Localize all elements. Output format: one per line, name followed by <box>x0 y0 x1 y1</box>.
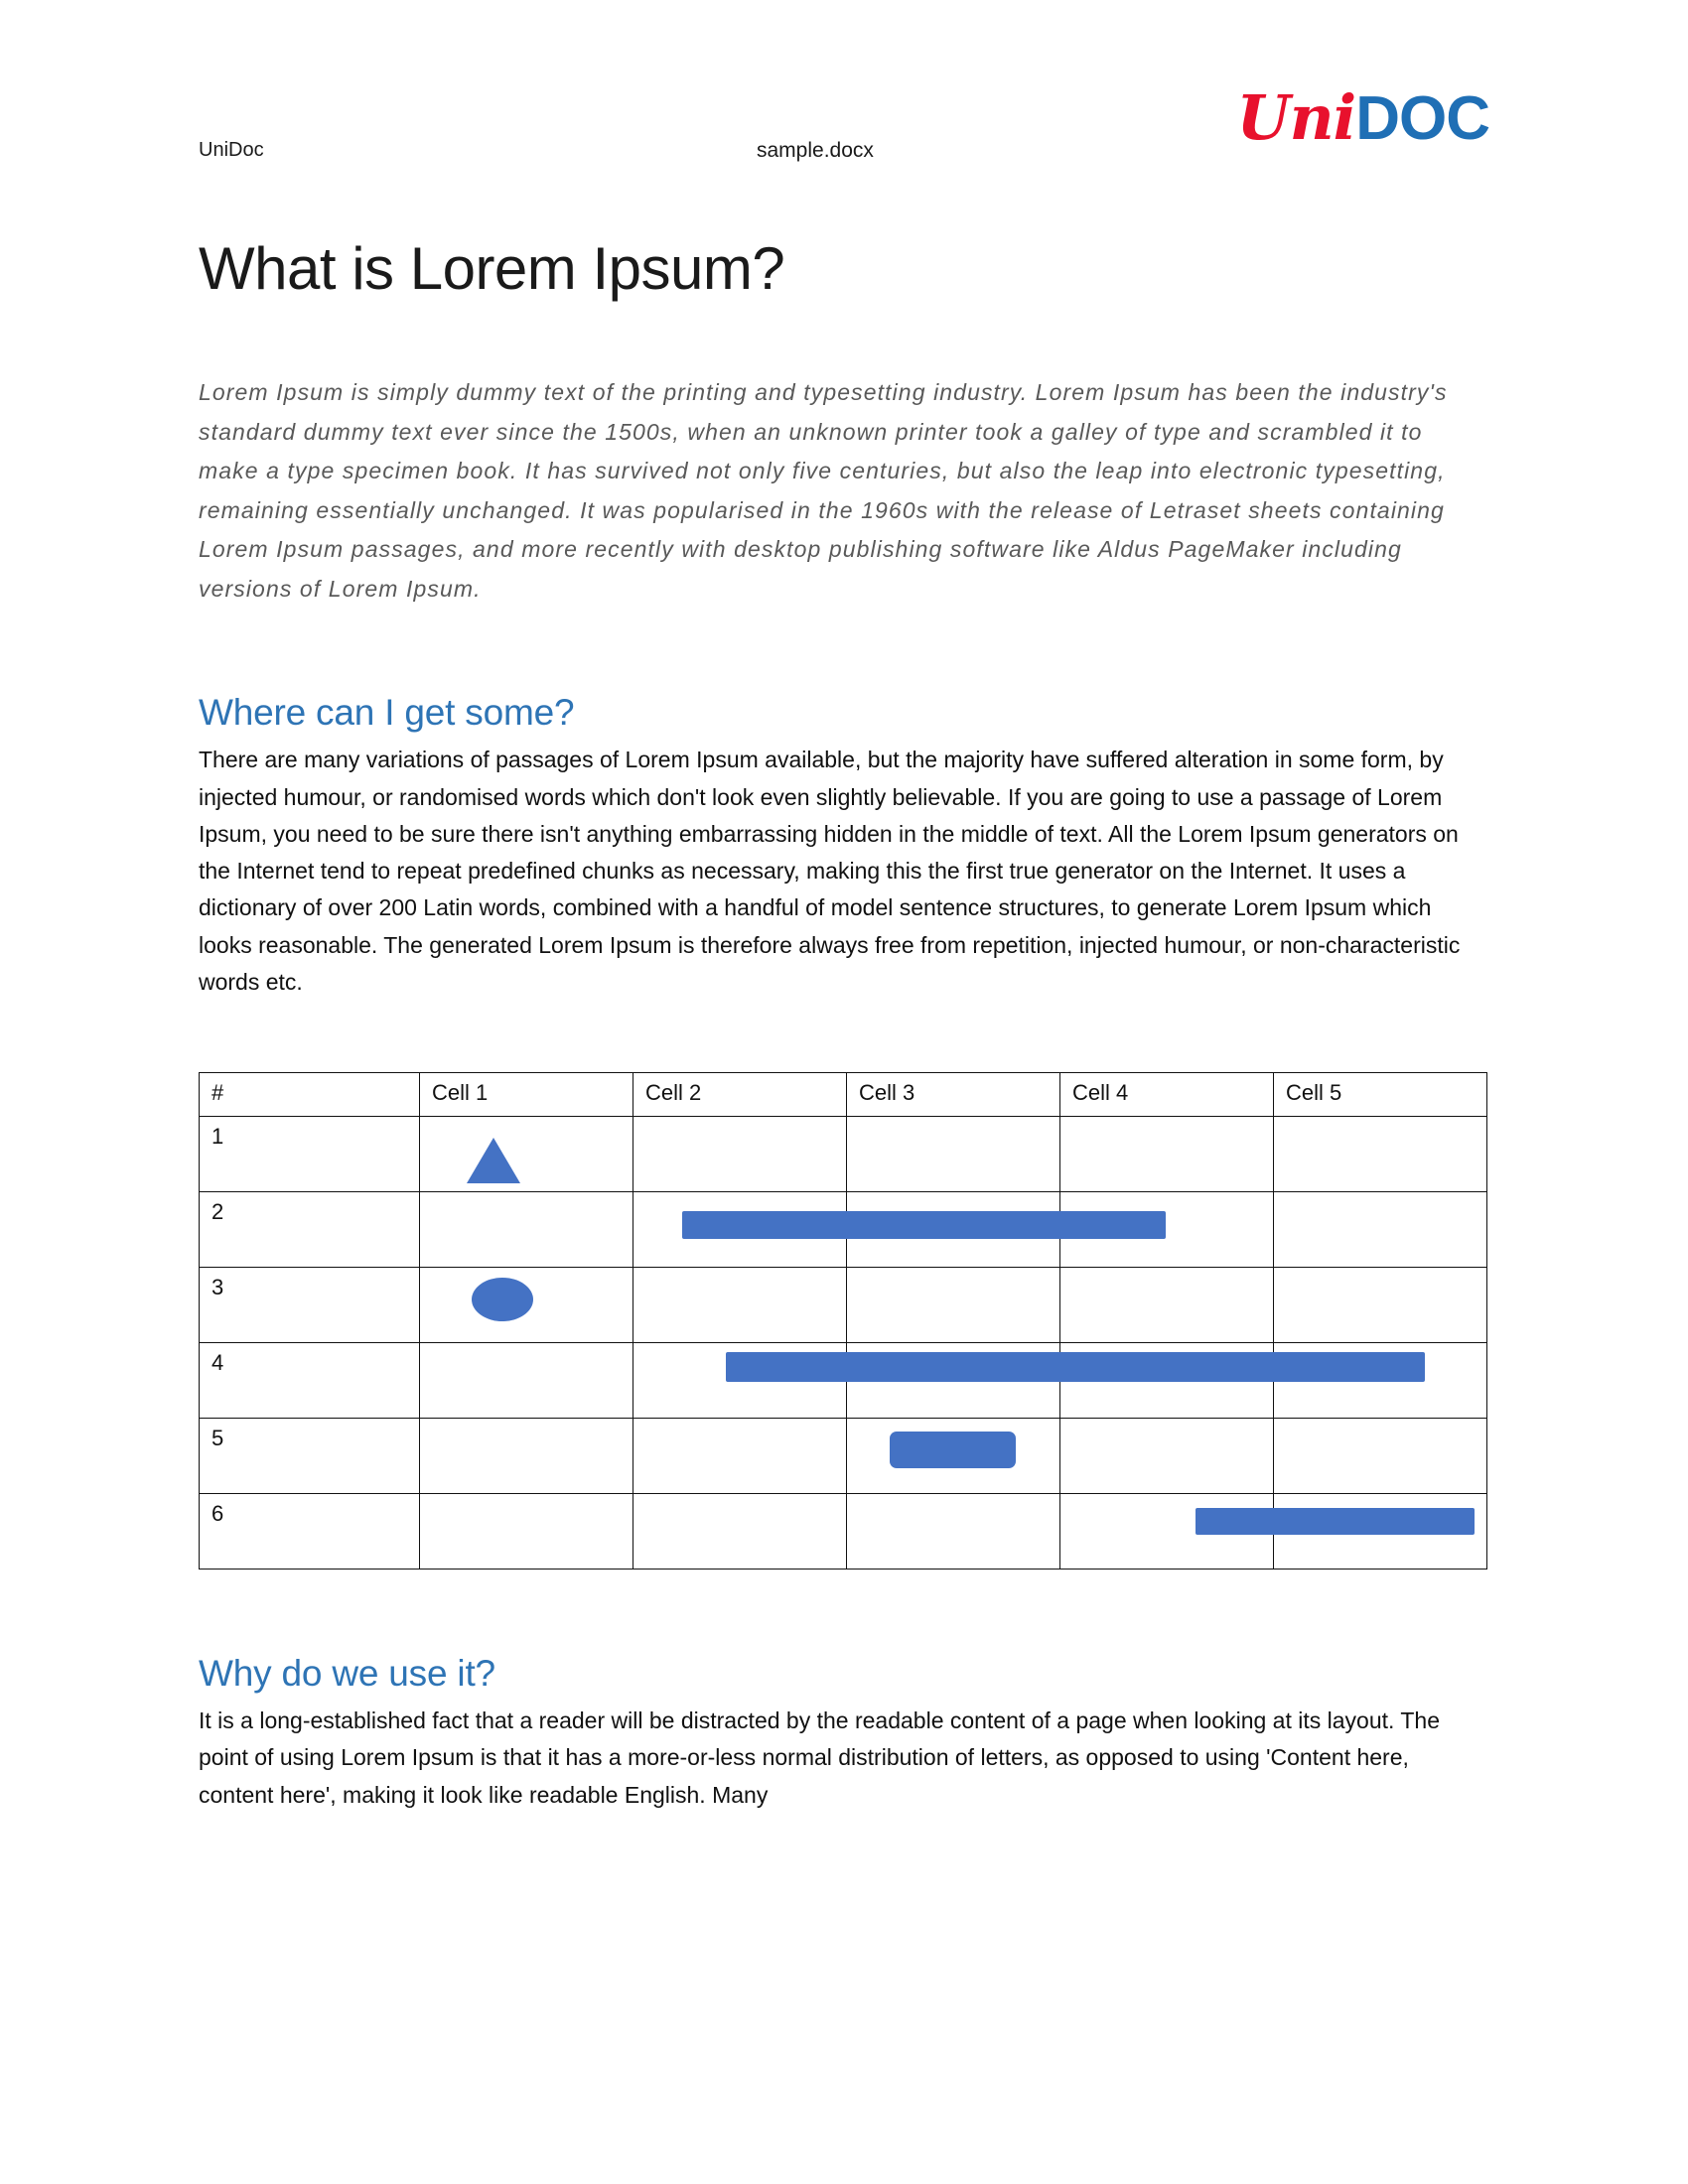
table-cell <box>847 1192 1060 1268</box>
table-row-index: 4 <box>200 1343 420 1419</box>
table-cell <box>420 1343 633 1419</box>
section-body-why: It is a long-established fact that a reader will be distracted by the readable content of a page when looking at its layout. The point of using Lorem Ipsum is that it has a more-or-less normal distribution of letters, as opposed to using 'Content here, content here', making it look like readable English. Many <box>199 1707 1441 1808</box>
table-row-index: 1 <box>200 1117 420 1192</box>
table-cell <box>847 1419 1060 1494</box>
table-cell <box>420 1117 633 1192</box>
table-cell <box>1274 1419 1487 1494</box>
table-cell <box>1060 1192 1274 1268</box>
table-row-index: 5 <box>200 1419 420 1494</box>
unidoc-logo <box>1236 81 1489 154</box>
table-cell <box>1060 1117 1274 1192</box>
table-cell <box>1060 1419 1274 1494</box>
table-col-header-4: Cell 4 <box>1060 1073 1274 1117</box>
table-row <box>200 1419 1487 1494</box>
table-row-index: 2 <box>200 1192 420 1268</box>
table-cell <box>420 1494 633 1570</box>
logo-doc-text: DOC <box>1355 84 1489 153</box>
table-cell <box>1274 1494 1487 1570</box>
table-row-index: 6 <box>200 1494 420 1570</box>
page-title: What is Lorem Ipsum? <box>199 235 785 302</box>
table-cell <box>1274 1117 1487 1192</box>
table-row <box>200 1117 1487 1192</box>
table-col-header-3: Cell 3 <box>847 1073 1060 1117</box>
table-col-header-5: Cell 5 <box>1274 1073 1487 1117</box>
document-content <box>199 81 1489 1814</box>
logo-uni-text: Uni <box>1236 81 1356 154</box>
table-header-row <box>200 1073 1487 1117</box>
table-row-index: 3 <box>200 1268 420 1343</box>
table-row <box>200 1494 1487 1570</box>
table-cell <box>847 1268 1060 1343</box>
table-cell <box>420 1268 633 1343</box>
table-cell <box>1060 1494 1274 1570</box>
table-cell <box>1060 1268 1274 1343</box>
table-cell <box>420 1419 633 1494</box>
table-cell <box>847 1494 1060 1570</box>
table-row <box>200 1192 1487 1268</box>
table-cell <box>633 1117 847 1192</box>
section-heading-where: Where can I get some? <box>199 692 575 734</box>
table-cell <box>1060 1343 1274 1419</box>
table-col-header-2: Cell 2 <box>633 1073 847 1117</box>
data-table <box>199 1072 1487 1570</box>
section-body-where: There are many variations of passages of Lorem Ipsum available, but the majority have suffered alteration in some form, by injected humour, or randomised words which don't look even slightly believable. If you are going to use a passage of Lorem Ipsum, you need to be sure there isn't anything embarrassing hidden in the middle of text. All the Lorem Ipsum generators on the Internet tend to repeat predefined chunks as necessary, making this the first true generator on the Internet. It uses a dictionary of over 200 Latin words, combined with a handful of model sentence structures, to generate Lorem Ipsum which looks reasonable. The generated Lorem Ipsum is therefore always free from repetition, injected humour, or non-characteristic words etc. <box>199 747 1461 995</box>
table-row <box>200 1268 1487 1343</box>
table-col-header-1: Cell 1 <box>420 1073 633 1117</box>
intro-paragraph: Lorem Ipsum is simply dummy text of the printing and typesetting industry. Lorem Ipsum has been the industry's standard dummy text ever since the 1500s, when an unknown printer took a galley of type and scrambled it to make a type specimen book. It has survived not only five centuries, but also the leap into electronic typesetting, remaining essentially unchanged. It was popularised in the 1960s with the release of Letraset sheets containing Lorem Ipsum passages, and more recently with desktop publishing software like Aldus PageMaker including versions of Lorem Ipsum. <box>199 379 1448 602</box>
table-cell <box>420 1192 633 1268</box>
table-cell <box>633 1419 847 1494</box>
table-cell <box>633 1268 847 1343</box>
table-cell <box>633 1343 847 1419</box>
table-cell <box>1274 1343 1487 1419</box>
document-header <box>199 81 1489 199</box>
table-cell <box>633 1192 847 1268</box>
header-left-text: UniDoc <box>199 139 264 161</box>
table-cell <box>1274 1268 1487 1343</box>
section-heading-why: Why do we use it? <box>199 1653 495 1695</box>
table-cell <box>1274 1192 1487 1268</box>
table-cell <box>847 1343 1060 1419</box>
table-cell <box>633 1494 847 1570</box>
table-row <box>200 1343 1487 1419</box>
table-container <box>199 1072 1489 1570</box>
table-cell <box>847 1117 1060 1192</box>
header-filename: sample.docx <box>757 139 874 162</box>
table-col-header-0: # <box>200 1073 420 1117</box>
